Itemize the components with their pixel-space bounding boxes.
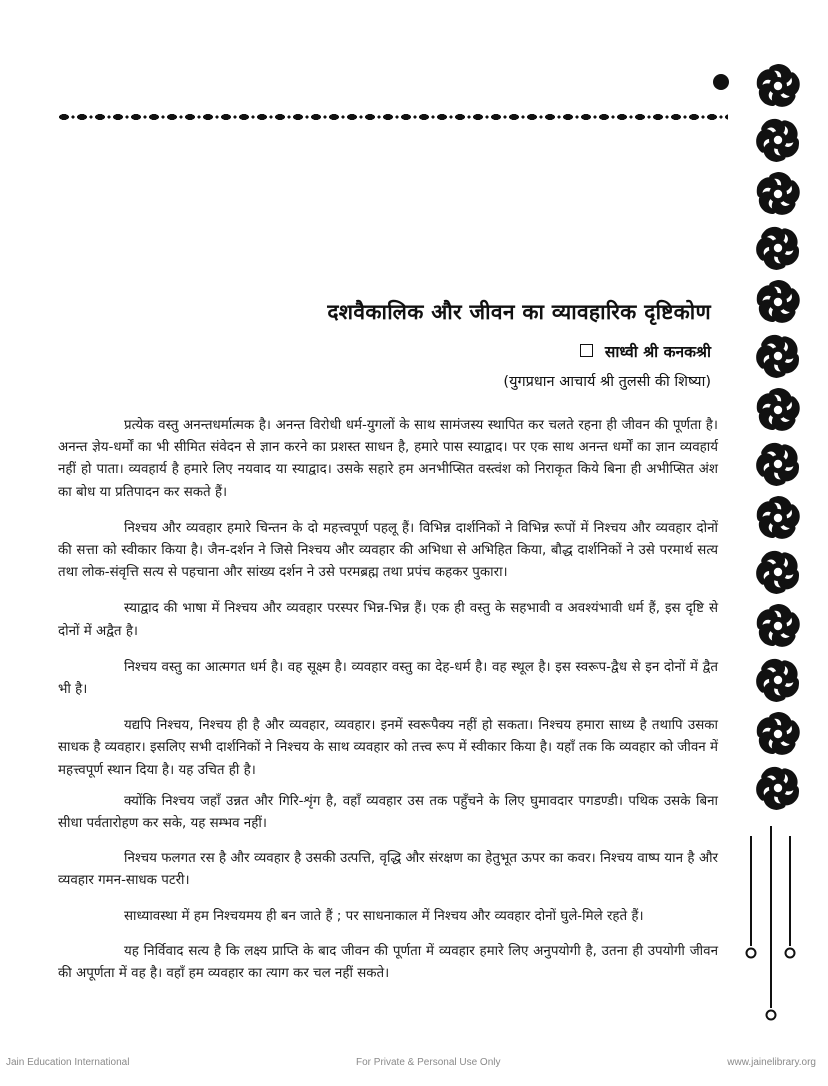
paragraph: निश्चय और व्यवहार हमारे चिन्तन के दो महत्त्वपूर्ण पहलू हैं। विभिन्न दार्शनिकों ने विभिन्न रूपों में निश्चय और व्यवहार दोनों की सत्ता को स्वीकार किया है। जैन-दर्शन ने जिसे निश्चय और व्यवहार की अभिधा से अभिहित किया, बौद्ध दार्शनिकों ने उसे परमार्थ सत्य तथा लोक-संवृत्ति सत्य से पहचाना और सांख्य दर्शन ने उसे परमब्रह्म तथा प्रपंच कहकर पुकारा। bbox=[58, 520, 718, 581]
article-body bbox=[58, 415, 718, 985]
paragraph: स्याद्वाद की भाषा में निश्चय और व्यवहार परस्पर भिन्न-भिन्न हैं। एक ही वस्तु के सहभावी व अवश्यंभावी धर्म हैं, इस दृष्टि से दोनों में अद्वैत है। bbox=[58, 601, 718, 639]
square-bullet-icon bbox=[580, 344, 593, 357]
paragraph: यह निर्विवाद सत्य है कि लक्ष्य प्राप्ति के बाद जीवन की पूर्णता में व्यवहार हमारे लिए अनुपयोगी है, उतना ही उपयोगी जीवन की अपूर्णता में वह है। वहाँ हम व्यवहार का त्याग कर चल नहीं सकते। bbox=[58, 943, 718, 982]
article-title: दशवैकालिक और जीवन का व्यावहारिक दृष्टिकोण bbox=[327, 300, 711, 324]
author-affiliation: (युगप्रधान आचार्य श्री तुलसी की शिष्या) bbox=[503, 374, 711, 390]
paisley-medallion-icon bbox=[750, 166, 806, 222]
paisley-medallion-icon bbox=[750, 436, 806, 492]
paisley-medallion-icon bbox=[750, 220, 806, 276]
paragraph: यद्यपि निश्चय, निश्चय ही है और व्यवहार, व्यवहार। इनमें स्वरूपैक्य नहीं हो सकता। निश्चय हमारा साध्य है तथापि उसका साधक है व्यवहार। इसलिए सभी दार्शनिकों ने निश्चय के साथ व्यवहार को तत्त्व रूप में स्वीकार किया है। यहाँ तक कि व्यवहार को जीवन में महत्त्वपूर्ण स्थान दिया है। यह उचित ही है। bbox=[58, 718, 718, 778]
paisley-medallion-icon bbox=[750, 382, 806, 438]
paisley-medallion-icon bbox=[750, 760, 806, 816]
paragraph: साध्यावस्था में हम निश्चयमय ही बन जाते हैं ; पर साधनाकाल में निश्चय और व्यवहार दोनों घुले-मिले रहते हैं। bbox=[124, 908, 644, 924]
paisley-medallion-icon bbox=[750, 598, 806, 654]
paisley-medallion-icon bbox=[750, 58, 806, 114]
dash-dot-rule bbox=[58, 114, 728, 120]
paisley-border-column bbox=[750, 58, 806, 818]
paisley-medallion-icon bbox=[750, 544, 806, 600]
pendant-lines-icon bbox=[745, 818, 815, 1028]
paragraph: निश्चय फलगत रस है और व्यवहार है उसकी उत्पत्ति, वृद्धि और संरक्षण का हेतुभूत ऊपर का कवर। निश्चय वाष्प यान है और व्यवहार गमन-साधक पटरी। bbox=[58, 851, 718, 889]
paragraph: निश्चय वस्तु का आत्मगत धर्म है। वह सूक्ष्म है। व्यवहार वस्तु का देह-धर्म है। वह स्थूल है। इस स्वरूप-द्वैध से इन दोनों में द्वैत भी है। bbox=[58, 659, 718, 698]
paisley-medallion-icon bbox=[750, 328, 806, 384]
dot-ornament-icon bbox=[713, 74, 729, 90]
author-line bbox=[470, 340, 711, 362]
footer-website: www.jainelibrary.org bbox=[727, 1057, 816, 1068]
paisley-medallion-icon bbox=[750, 274, 806, 330]
footer-usage-note: For Private & Personal Use Only bbox=[356, 1057, 501, 1068]
footer-publisher: Jain Education International bbox=[6, 1057, 130, 1068]
paragraph: क्योंकि निश्चय जहाँ उन्नत और गिरि-शृंग है, वहाँ व्यवहार उस तक पहुँचने के लिए घुमावदार पगडण्डी। पथिक उसके बिना सीधा पर्वतारोहण कर सके, यह सम्भव नहीं। bbox=[58, 793, 718, 832]
paisley-medallion-icon bbox=[750, 490, 806, 546]
paragraph: प्रत्येक वस्तु अनन्तधर्मात्मक है। अनन्त विरोधी धर्म-युगलों के साथ सामंजस्य स्थापित कर चलते रहना ही जीवन की पूर्णता है। अनन्त ज्ञेय-धर्मों का भी सीमित संवेदन से ज्ञान करने का प्रशस्त साधन है, हमारे पास स्याद्वाद। पर एक साथ अनन्त धर्मों का ज्ञान व्यवहार्य नहीं हो पाता। व्यवहार्य है हमारे लिए नयवाद या स्याद्वाद। उसके सहारे हम अनभीप्सित वस्त्वंश को निराकृत किये बिना ही अभीप्सित अंश का बोध या प्रतिपादन कर सकते हैं। bbox=[58, 418, 718, 500]
author-name: साध्वी श्री कनकश्री bbox=[604, 343, 711, 361]
paisley-medallion-icon bbox=[750, 706, 806, 762]
paisley-medallion-icon bbox=[750, 112, 806, 168]
paisley-medallion-icon bbox=[750, 652, 806, 708]
